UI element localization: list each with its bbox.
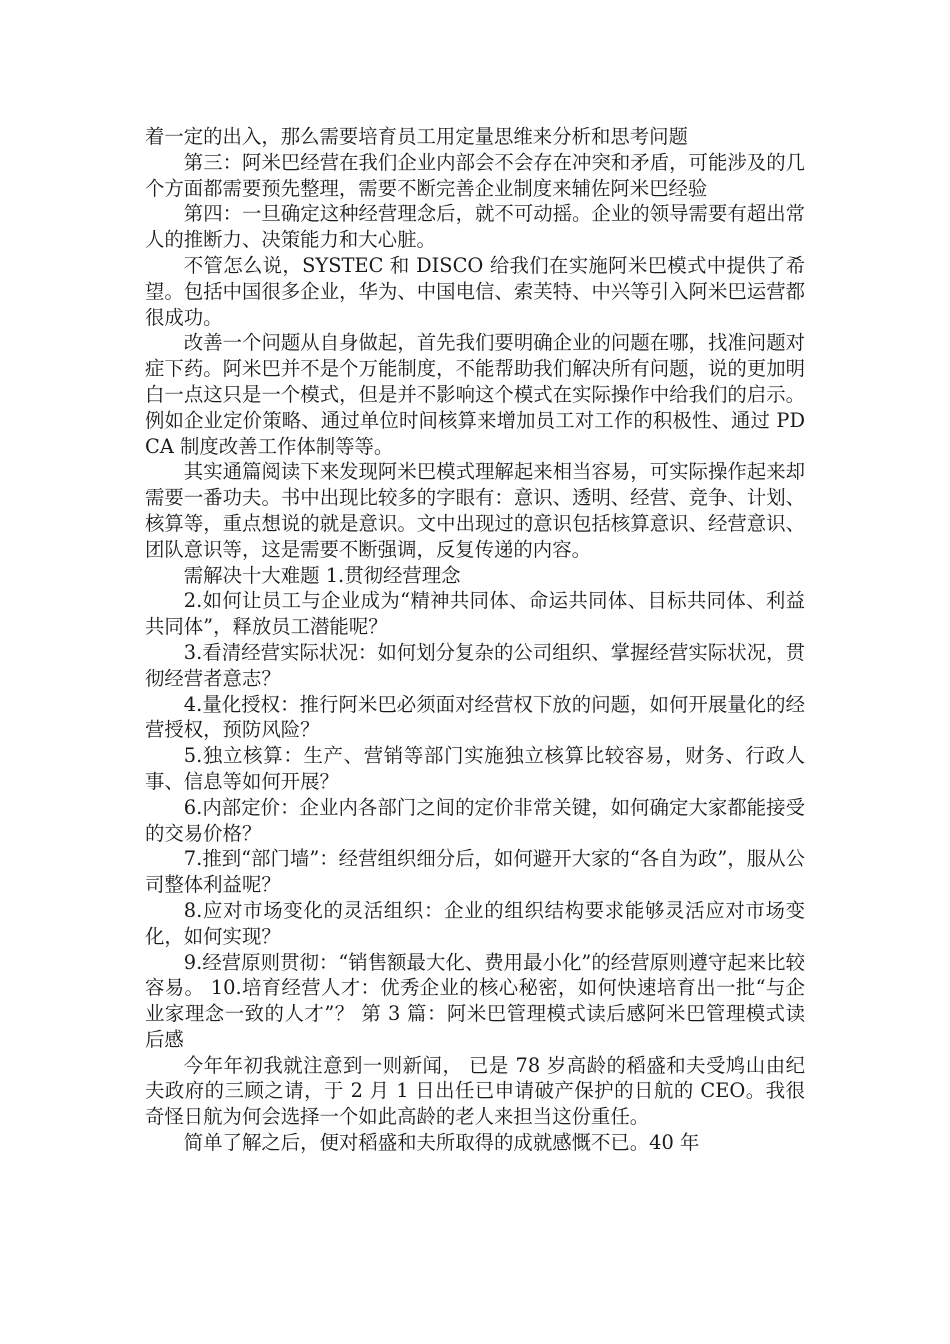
list-item-8: 8.应对市场变化的灵活组织：企业的组织结构要求能够灵活应对市场变化，如何实现？ bbox=[145, 898, 805, 948]
document-body bbox=[145, 124, 805, 1156]
paragraph-4: 不管怎么说，SYSTEC 和 DISCO 给我们在实施阿米巴模式中提供了希望。包括中国很多企业，华为、中国电信、索芙特、中兴等引入阿米巴运营都很成功。 bbox=[145, 253, 805, 329]
paragraph-last: 简单了解之后，便对稻盛和夫所取得的成就感慨不已。40 年 bbox=[183, 1131, 700, 1155]
paragraph-1: 着一定的出入，那么需要培育员工用定量思维来分析和思考问题 bbox=[145, 125, 688, 148]
paragraph-5: 改善一个问题从自身做起，首先我们要明确企业的问题在哪，找准问题对症下药。阿米巴并不是个万能制度，不能帮助我们解决所有问题，说的更加明白一点这只是一个模式，但是并不影响这个模式在实际操作中给我们的启示。例如企业定价策略、通过单位时间核算来增加员工对工作的积极性、通过 PDCA 制度改善工作体制等等。 bbox=[145, 331, 805, 458]
paragraph-6: 其实通篇阅读下来发现阿米巴模式理解起来相当容易，可实际操作起来却需要一番功夫。书中出现比较多的字眼有：意识、透明、经营、竞争、计划、核算等，重点想说的就是意识。文中出现过的意识包括核算意识、经营意识、团队意识等，这是需要不断强调，反复传递的内容。 bbox=[145, 460, 805, 561]
list-item-3: 3.看清经营实际状况：如何划分复杂的公司组织、掌握经营实际状况，贯彻经营者意志？ bbox=[145, 640, 805, 690]
list-item-9-10: 9.经营原则贯彻：“销售额最大化、费用最小化”的经营原则遵守起来比较容易。 10.培育经营人才：优秀企业的核心秘密，如何快速培育出一批“与企业家理念一致的人才”？ 第 3 篇：阿米巴管理模式读后感阿米巴管理模式读后感 bbox=[145, 950, 805, 1051]
list-heading: 需解决十大难题 1.贯彻经营理念 bbox=[183, 563, 461, 587]
paragraph-news: 今年年初我就注意到一则新闻， 已是 78 岁高龄的稻盛和夫受鸠山由纪夫政府的三顾之请，于 2 月 1 日出任已申请破产保护的日航的 CEO。我很奇怪日航为何会选择一个如此高龄的老人来担当这份重任。 bbox=[145, 1053, 805, 1129]
paragraph-3: 第四：一旦确定这种经营理念后，就不可动摇。企业的领导需要有超出常人的推断力、决策能力和大心脏。 bbox=[145, 202, 805, 252]
list-item-5: 5.独立核算：生产、营销等部门实施独立核算比较容易，财务、行政人事、信息等如何开展？ bbox=[145, 744, 805, 793]
list-item-4: 4.量化授权：推行阿米巴必须面对经营权下放的问题，如何开展量化的经营授权，预防风险？ bbox=[145, 692, 805, 742]
paragraph-2: 第三：阿米巴经营在我们企业内部会不会存在冲突和矛盾，可能涉及的几个方面都需要预先整理，需要不断完善企业制度来辅佐阿米巴经验 bbox=[145, 150, 805, 200]
list-item-7: 7.推到“部门墙”：经营组织细分后，如何避开大家的“各自为政”，服从公司整体利益呢？ bbox=[145, 847, 805, 897]
list-item-6: 6.内部定价：企业内各部门之间的定价非常关键，如何确定大家都能接受的交易价格？ bbox=[145, 795, 805, 845]
list-item-2: 2.如何让员工与企业成为“精神共同体、命运共同体、目标共同体、利益共同体”，释放员工潜能呢？ bbox=[145, 589, 805, 639]
